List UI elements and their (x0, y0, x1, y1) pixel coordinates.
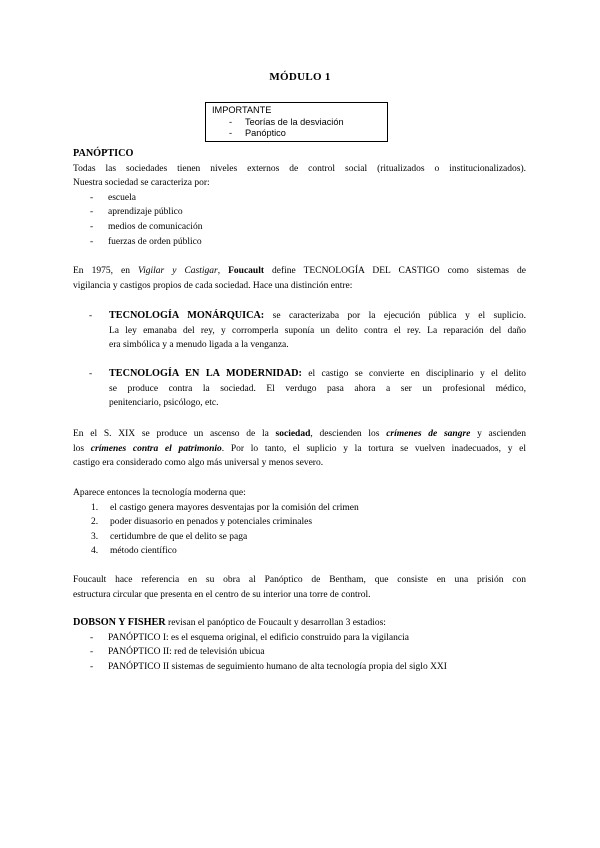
bullet-tech-moderna (91, 367, 526, 411)
bullet-line: se produce contra la sociedad. El verdugo pasa ahora a ser un profesional médico, (109, 383, 526, 394)
text-run: revisan el panóptico de Foucault y desarrollan 3 estadios: (165, 618, 386, 628)
list-item-text: escuela (108, 192, 136, 203)
panoptico-intro-line: Nuestra sociedad se caracteriza por: (73, 178, 210, 189)
numbered-item-text: el castigo genera mayores desventajas por la comisión del crimen (110, 502, 359, 513)
page-title: MÓDULO 1 (269, 71, 331, 83)
text-run: , descienden los (310, 429, 387, 439)
list-item: - PANÓPTICO I: es el esquema original, el edificio construido para la vigilancia (90, 632, 409, 643)
list-item-text: fuerzas de orden público (108, 236, 202, 247)
numbered-item: 4. método científico (91, 546, 177, 557)
important-item-text: Teorías de la desviación (245, 116, 344, 127)
numbered-item: 2. poder disuasorio en penados y potenciales criminales (91, 517, 313, 528)
paragraph-line (73, 427, 526, 442)
paragraph-line: estructura circular que presenta en el centro de su interior una torre de control. (73, 589, 371, 600)
list-item-text: PANÓPTICO II sistemas de seguimiento humano de alta tecnología propia del siglo XXI (108, 661, 447, 672)
bullet-label: TECNOLOGÍA EN LA MODERNIDAD: (109, 368, 302, 379)
list-item: - PANÓPTICO II sistemas de seguimiento humano de alta tecnología propia del siglo XXI (90, 661, 447, 672)
bold-term: crímenes de sangre (386, 429, 471, 439)
list-item-text: PANÓPTICO II: red de televisión ubicua (108, 647, 265, 658)
dobson-intro (73, 616, 526, 631)
bullet-line (109, 309, 526, 324)
panoptico-intro-line: Todas las sociedades tienen niveles externos de control social (ritualizados o institucionalizados). (73, 163, 526, 174)
paragraph-line: castigo era considerado como algo más universal y menos severo. (73, 458, 324, 469)
author-name: Foucault (228, 266, 265, 276)
section-intro: Aparece entonces la tecnología moderna que: (73, 488, 246, 498)
list-item: - medios de comunicación (90, 221, 203, 232)
book-title: Vigilar y Castigar (137, 266, 218, 276)
tecnologia-moderna-section (73, 486, 526, 559)
text-run: se caracterizaba por la ejecución pública y el suplicio. (264, 311, 526, 321)
list-item: - fuerzas de orden público (90, 236, 202, 247)
text-run: . Por lo tanto, el suplicio y la tortura se vuelven inadecuados, y el (221, 443, 526, 454)
text-run: los (73, 443, 91, 454)
text-run: define TECNOLOGÍA DEL CASTIGO como sistemas de (264, 266, 526, 276)
numbered-item-text: poder disuasorio en penados y potenciales criminales (110, 517, 313, 528)
bullet-line: era simbólica y a menudo ligada a la venganza. (109, 340, 289, 351)
bullet-dash: - (89, 369, 93, 379)
important-item: - Panóptico (229, 128, 286, 138)
paragraph-line: vigilancia y castigos propios de cada sociedad. Hace una distinción entre: (73, 280, 353, 291)
bullet-label: TECNOLOGÍA MONÁRQUICA: (109, 310, 265, 321)
panoptico-section (73, 147, 526, 249)
text-run: y ascienden (470, 429, 526, 439)
bentham-paragraph (73, 573, 526, 602)
text-run: , (217, 266, 229, 276)
bullet-line: penitenciario, psicólogo, etc. (109, 398, 219, 409)
list-item-text: PANÓPTICO I: es el esquema original, el edificio construido para la vigilancia (108, 632, 409, 643)
paragraph-line: Foucault hace referencia en su obra al Panóptico de Bentham, que consiste en una prisión con (73, 575, 526, 585)
list-item-text: aprendizaje público (108, 207, 183, 218)
dobson-section (73, 616, 526, 674)
text-run: En 1975, en (73, 266, 138, 276)
important-heading: IMPORTANTE (212, 105, 272, 115)
numbered-item-text: método científico (110, 546, 177, 557)
bullet-dash: - (89, 311, 93, 321)
numbered-item: 1. el castigo genera mayores desventajas por la comisión del crimen (91, 502, 359, 513)
list-item: - aprendizaje público (90, 207, 183, 218)
text-run: el castigo se convierte en disciplinario y el delito (301, 369, 526, 379)
important-item-text: Panóptico (245, 128, 286, 138)
bullet-tech-monarquica (91, 309, 526, 353)
bullet-line (109, 367, 526, 382)
list-item: - PANÓPTICO II: red de televisión ubicua (90, 647, 265, 658)
bold-term: crímenes contra el patrimonio (90, 443, 222, 454)
paragraph-line (73, 442, 526, 457)
bold-term: sociedad (275, 429, 311, 439)
dobson-label: DOBSON Y FISHER (73, 617, 166, 628)
list-item-text: medios de comunicación (108, 221, 203, 232)
text-run: En el S. XIX se produce un ascenso de la (73, 429, 276, 439)
siglo-xix-paragraph (73, 427, 526, 471)
list-item: - escuela (90, 192, 136, 203)
important-box (205, 102, 388, 142)
foucault-paragraph (73, 264, 526, 293)
numbered-item: 3. certidumbre de que el delito se paga (91, 531, 248, 542)
bullet-line: La ley emanaba del rey, y corromperla suponía un delito contra el rey. La reparación del daño (109, 325, 526, 336)
panoptico-heading: PANÓPTICO (73, 148, 134, 159)
paragraph-line (73, 264, 526, 279)
numbered-item-text: certidumbre de que el delito se paga (110, 531, 248, 542)
important-item: - Teorías de la desviación (229, 116, 344, 127)
